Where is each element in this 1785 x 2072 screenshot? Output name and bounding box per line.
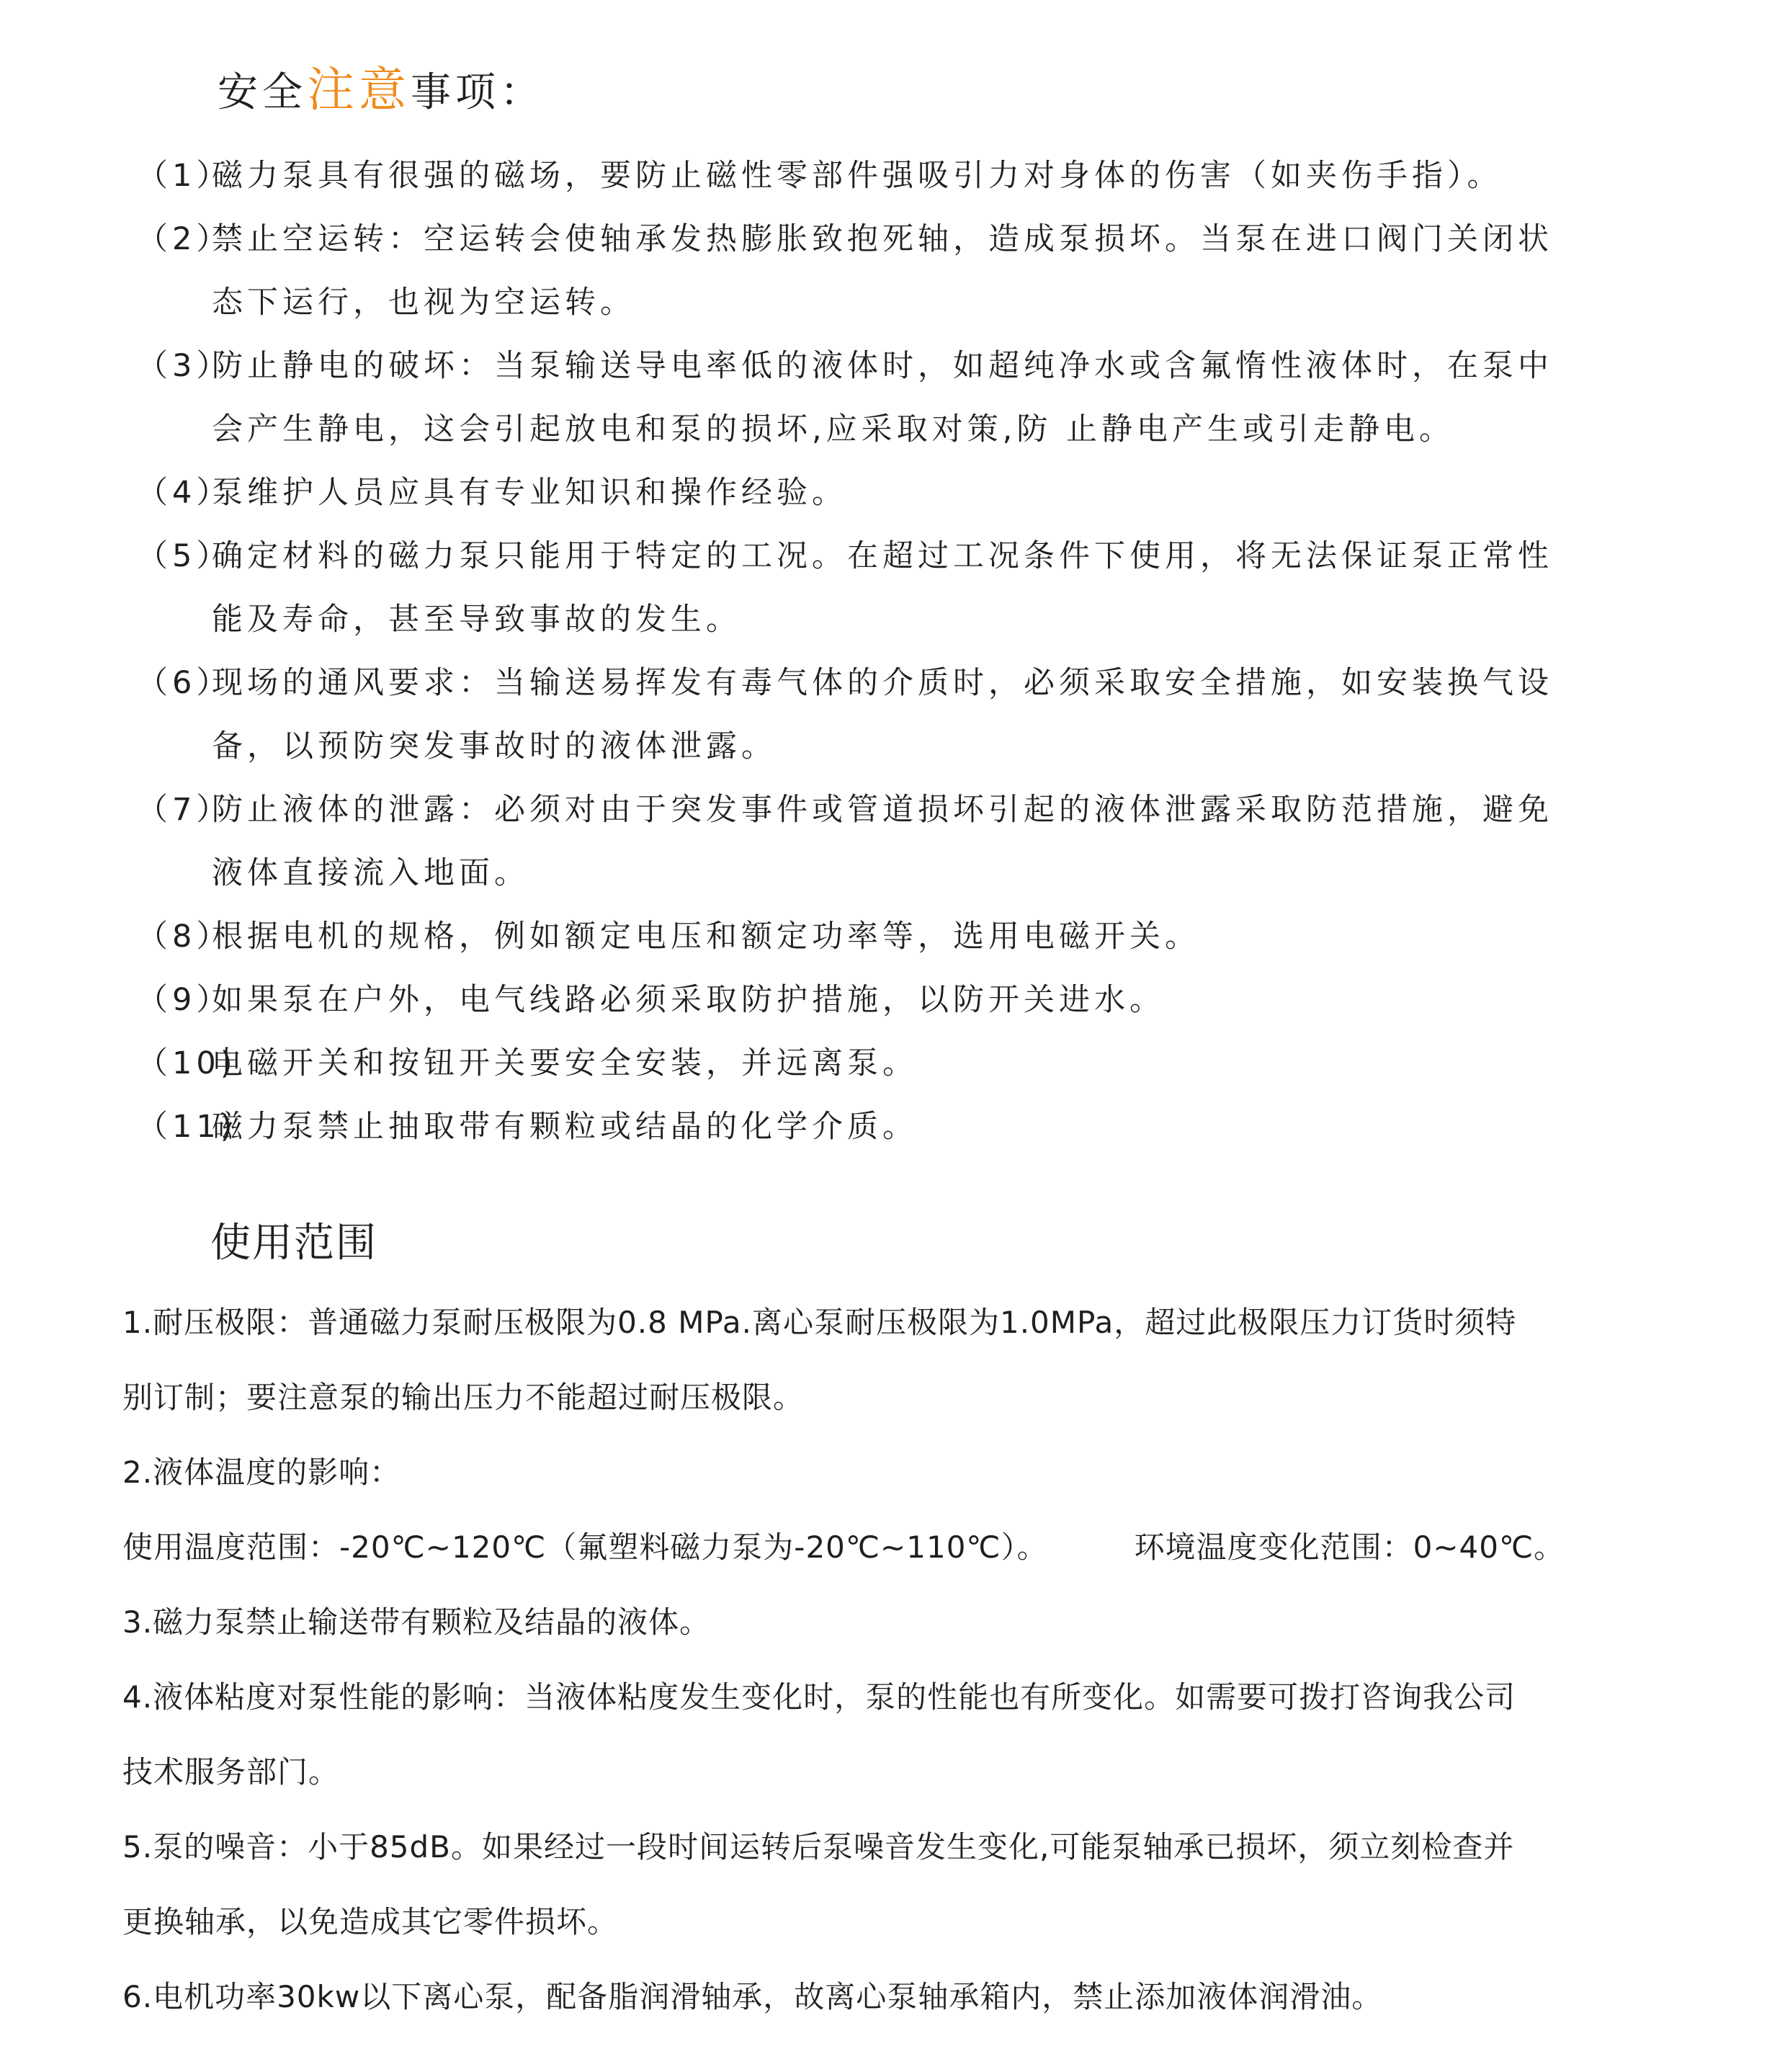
safety-section-title <box>218 62 545 117</box>
safety-item-7 <box>137 778 1553 905</box>
scope-text: 2.液体温度的影响： <box>122 1455 401 1490</box>
item-number: （3） <box>137 348 232 384</box>
item-text: 防止静电的破坏：当泵输送导电率低的液体时，如超纯净水或含氟惰性液体时，在泵中 <box>212 348 1553 384</box>
item-number: （11) <box>137 1109 237 1145</box>
safety-item-8 <box>137 905 1200 968</box>
safety-item-1 <box>137 144 1503 207</box>
safety-item-10 <box>137 1032 918 1095</box>
item-number: （7） <box>137 792 232 828</box>
item-number: （6） <box>137 665 232 701</box>
item-text: 根据电机的规格，例如额定电压和额定功率等，选用电磁开关。 <box>212 919 1200 955</box>
safety-item-2 <box>137 207 1553 334</box>
item-text: 禁止空运转：空运转会使轴承发热膨胀致抱死轴，造成泵损坏。当泵在进口阀门关闭状 <box>212 221 1553 257</box>
item-text: 态下运行，也视为空运转。 <box>212 285 635 321</box>
item-number: （10) <box>137 1045 237 1081</box>
title-prefix: 安全 <box>218 69 307 116</box>
safety-item-5 <box>137 524 1553 651</box>
scope-text: 技术服务部门。 <box>122 1754 340 1790</box>
item-text: 现场的通风要求：当输送易挥发有毒气体的介质时，必须采取安全措施，如安装换气设 <box>212 665 1553 701</box>
safety-item-4 <box>137 461 847 524</box>
scope-text: 4.液体粘度对泵性能的影响：当液体粘度发生变化时，泵的性能也有所变化。如需要可拨打咨询我公司 <box>122 1679 1516 1715</box>
title-accent: 注意 <box>307 62 411 117</box>
scope-paragraph-2 <box>122 1435 401 1510</box>
scope-paragraph-4 <box>122 1660 1516 1810</box>
scope-paragraph-temp <box>122 1510 1565 1585</box>
scope-temp-line <box>122 1510 1565 1585</box>
item-number: （5） <box>137 538 232 574</box>
safety-item-6 <box>137 651 1553 778</box>
scope-paragraph-5 <box>122 1810 1514 1960</box>
item-text: 电磁开关和按钮开关要安全安装，并远离泵。 <box>212 1045 918 1081</box>
item-number: （4） <box>137 475 232 511</box>
scope-paragraph-6 <box>122 1960 1382 2035</box>
item-text: 磁力泵禁止抽取带有颗粒或结晶的化学介质。 <box>212 1109 918 1145</box>
item-text: 备，以预防突发事故时的液体泄露。 <box>212 728 777 764</box>
scope-text: 3.磁力泵禁止输送带有颗粒及结晶的液体。 <box>122 1604 711 1640</box>
item-number: （8） <box>137 919 232 955</box>
item-text: 确定材料的磁力泵只能用于特定的工况。在超过工况条件下使用，将无法保证泵正常性 <box>212 538 1553 574</box>
item-text: 磁力泵具有很强的磁场，要防止磁性零部件强吸引力对身体的伤害（如夹伤手指）。 <box>212 158 1503 194</box>
scope-text: 5.泵的噪音：小于85dB。如果经过一段时间运转后泵噪音发生变化,可能泵轴承已损坏，须立刻检查并 <box>122 1829 1515 1865</box>
title-suffix: 事项： <box>411 69 545 116</box>
scope-text: 使用温度范围：-20℃~120℃（氟塑料磁力泵为-20℃~110℃）。 <box>122 1530 1048 1565</box>
item-text: 液体直接流入地面。 <box>212 855 529 891</box>
safety-item-3 <box>137 334 1553 461</box>
scope-paragraph-3 <box>122 1585 710 1660</box>
safety-item-11 <box>137 1095 918 1158</box>
item-text: 防止液体的泄露：必须对由于突发事件或管道损坏引起的液体泄露采取防范措施，避免 <box>212 792 1553 828</box>
item-text: 泵维护人员应具有专业知识和操作经验。 <box>212 475 847 511</box>
scope-text: 6.电机功率30kw以下离心泵，配备脂润滑轴承，故离心泵轴承箱内，禁止添加液体润滑油。 <box>122 1979 1383 2014</box>
safety-item-9 <box>137 968 1165 1032</box>
item-text: 能及寿命，甚至导致事故的发生。 <box>212 602 741 638</box>
env-temp-text: 环境温度变化范围：0~40℃。 <box>1134 1530 1565 1565</box>
scope-section-title: 使用范围 <box>210 1220 377 1267</box>
item-number: （9） <box>137 982 232 1018</box>
item-text: 会产生静电，这会引起放电和泵的损坏,应采取对策,防 止静电产生或引走静电。 <box>212 411 1455 447</box>
scope-paragraph-1 <box>122 1285 1516 1435</box>
item-text: 如果泵在户外，电气线路必须采取防护措施，以防开关进水。 <box>212 982 1165 1018</box>
scope-text: 1.耐压极限：普通磁力泵耐压极限为0.8 MPa.离心泵耐压极限为1.0MPa，超过此极限压力订货时须特 <box>122 1305 1517 1340</box>
scope-text: 更换轴承，以免造成其它零件损坏。 <box>122 1904 619 1939</box>
item-number: （2） <box>137 221 232 257</box>
scope-text: 别订制；要注意泵的输出压力不能超过耐压极限。 <box>122 1380 805 1415</box>
item-number: （1） <box>137 158 232 194</box>
